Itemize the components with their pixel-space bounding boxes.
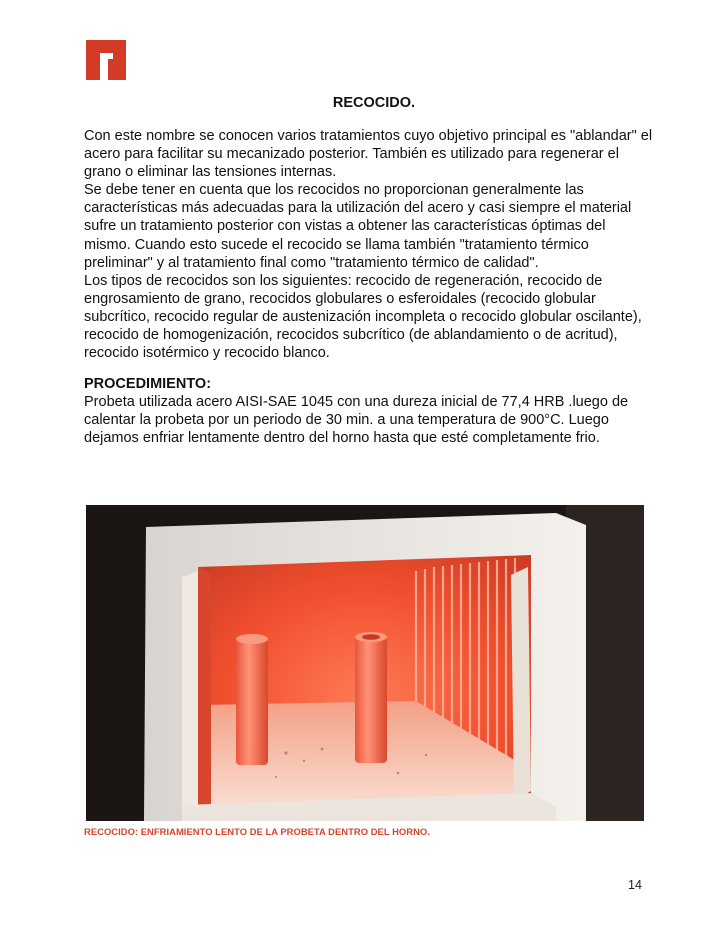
page-title: RECOCIDO.: [332, 95, 416, 111]
text-line: subcrítico, recocido regular de austenización incompleta o recocido globular oscilante),: [84, 308, 642, 325]
text-line: características más adecuadas para la utilización del acero y casi siempre el material: [84, 200, 632, 217]
text-line: Los tipos de recocidos son los siguientes: recocido de regeneración, recocido de: [84, 272, 603, 289]
text-line: Probeta utilizada acero AISI-SAE 1045 con una dureza inicial de 77,4 HRB .luego de: [84, 394, 629, 411]
procedure-heading: PROCEDIMIENTO:: [84, 376, 212, 392]
text-line: grano o eliminar las tensiones internas.: [84, 164, 337, 181]
text-line: dejamos enfriar lentamente dentro del horno hasta que esté completamente frio.: [84, 430, 600, 447]
text-line: recocido isotérmico y recocido blanco.: [84, 345, 330, 362]
brand-logo: [86, 40, 126, 80]
figure-caption: RECOCIDO: ENFRIAMIENTO LENTO DE LA PROBETA DENTRO DEL HORNO.: [84, 826, 430, 837]
text-line: recocido de homogenización, recocidos subcrítico (de ablandamiento o de acritud),: [84, 327, 618, 344]
text-line: mismo. Cuando esto sucede el recocido se llama también "tratamiento térmico: [84, 236, 589, 253]
text-line: sufre un tratamiento posterior con vistas a obtener las características óptimas del: [84, 218, 606, 235]
text-line: engrosamiento de grano, recocidos globulares o esferoidales (recocido globular: [84, 290, 596, 307]
text-line: Con este nombre se conocen varios tratamientos cuyo objetivo principal es "ablandar" el: [84, 128, 653, 144]
text-line: preliminar" y al tratamiento final como "tratamiento térmico de calidad".: [84, 254, 539, 271]
procedure-section: [84, 375, 650, 447]
furnace-photo: [86, 505, 644, 821]
furnace-illustration: [86, 505, 644, 821]
text-line: acero para facilitar su mecanizado posterior. También es utilizado para regenerar el: [84, 146, 619, 163]
text-line: calentar la probeta por un periodo de 30 min. a una temperatura de 900°C. Luego: [84, 412, 609, 429]
intro-paragraph: [84, 127, 653, 362]
text-line: Se debe tener en cuenta que los recocidos no proporcionan generalmente las: [84, 182, 584, 199]
page-number: 14: [628, 878, 642, 892]
